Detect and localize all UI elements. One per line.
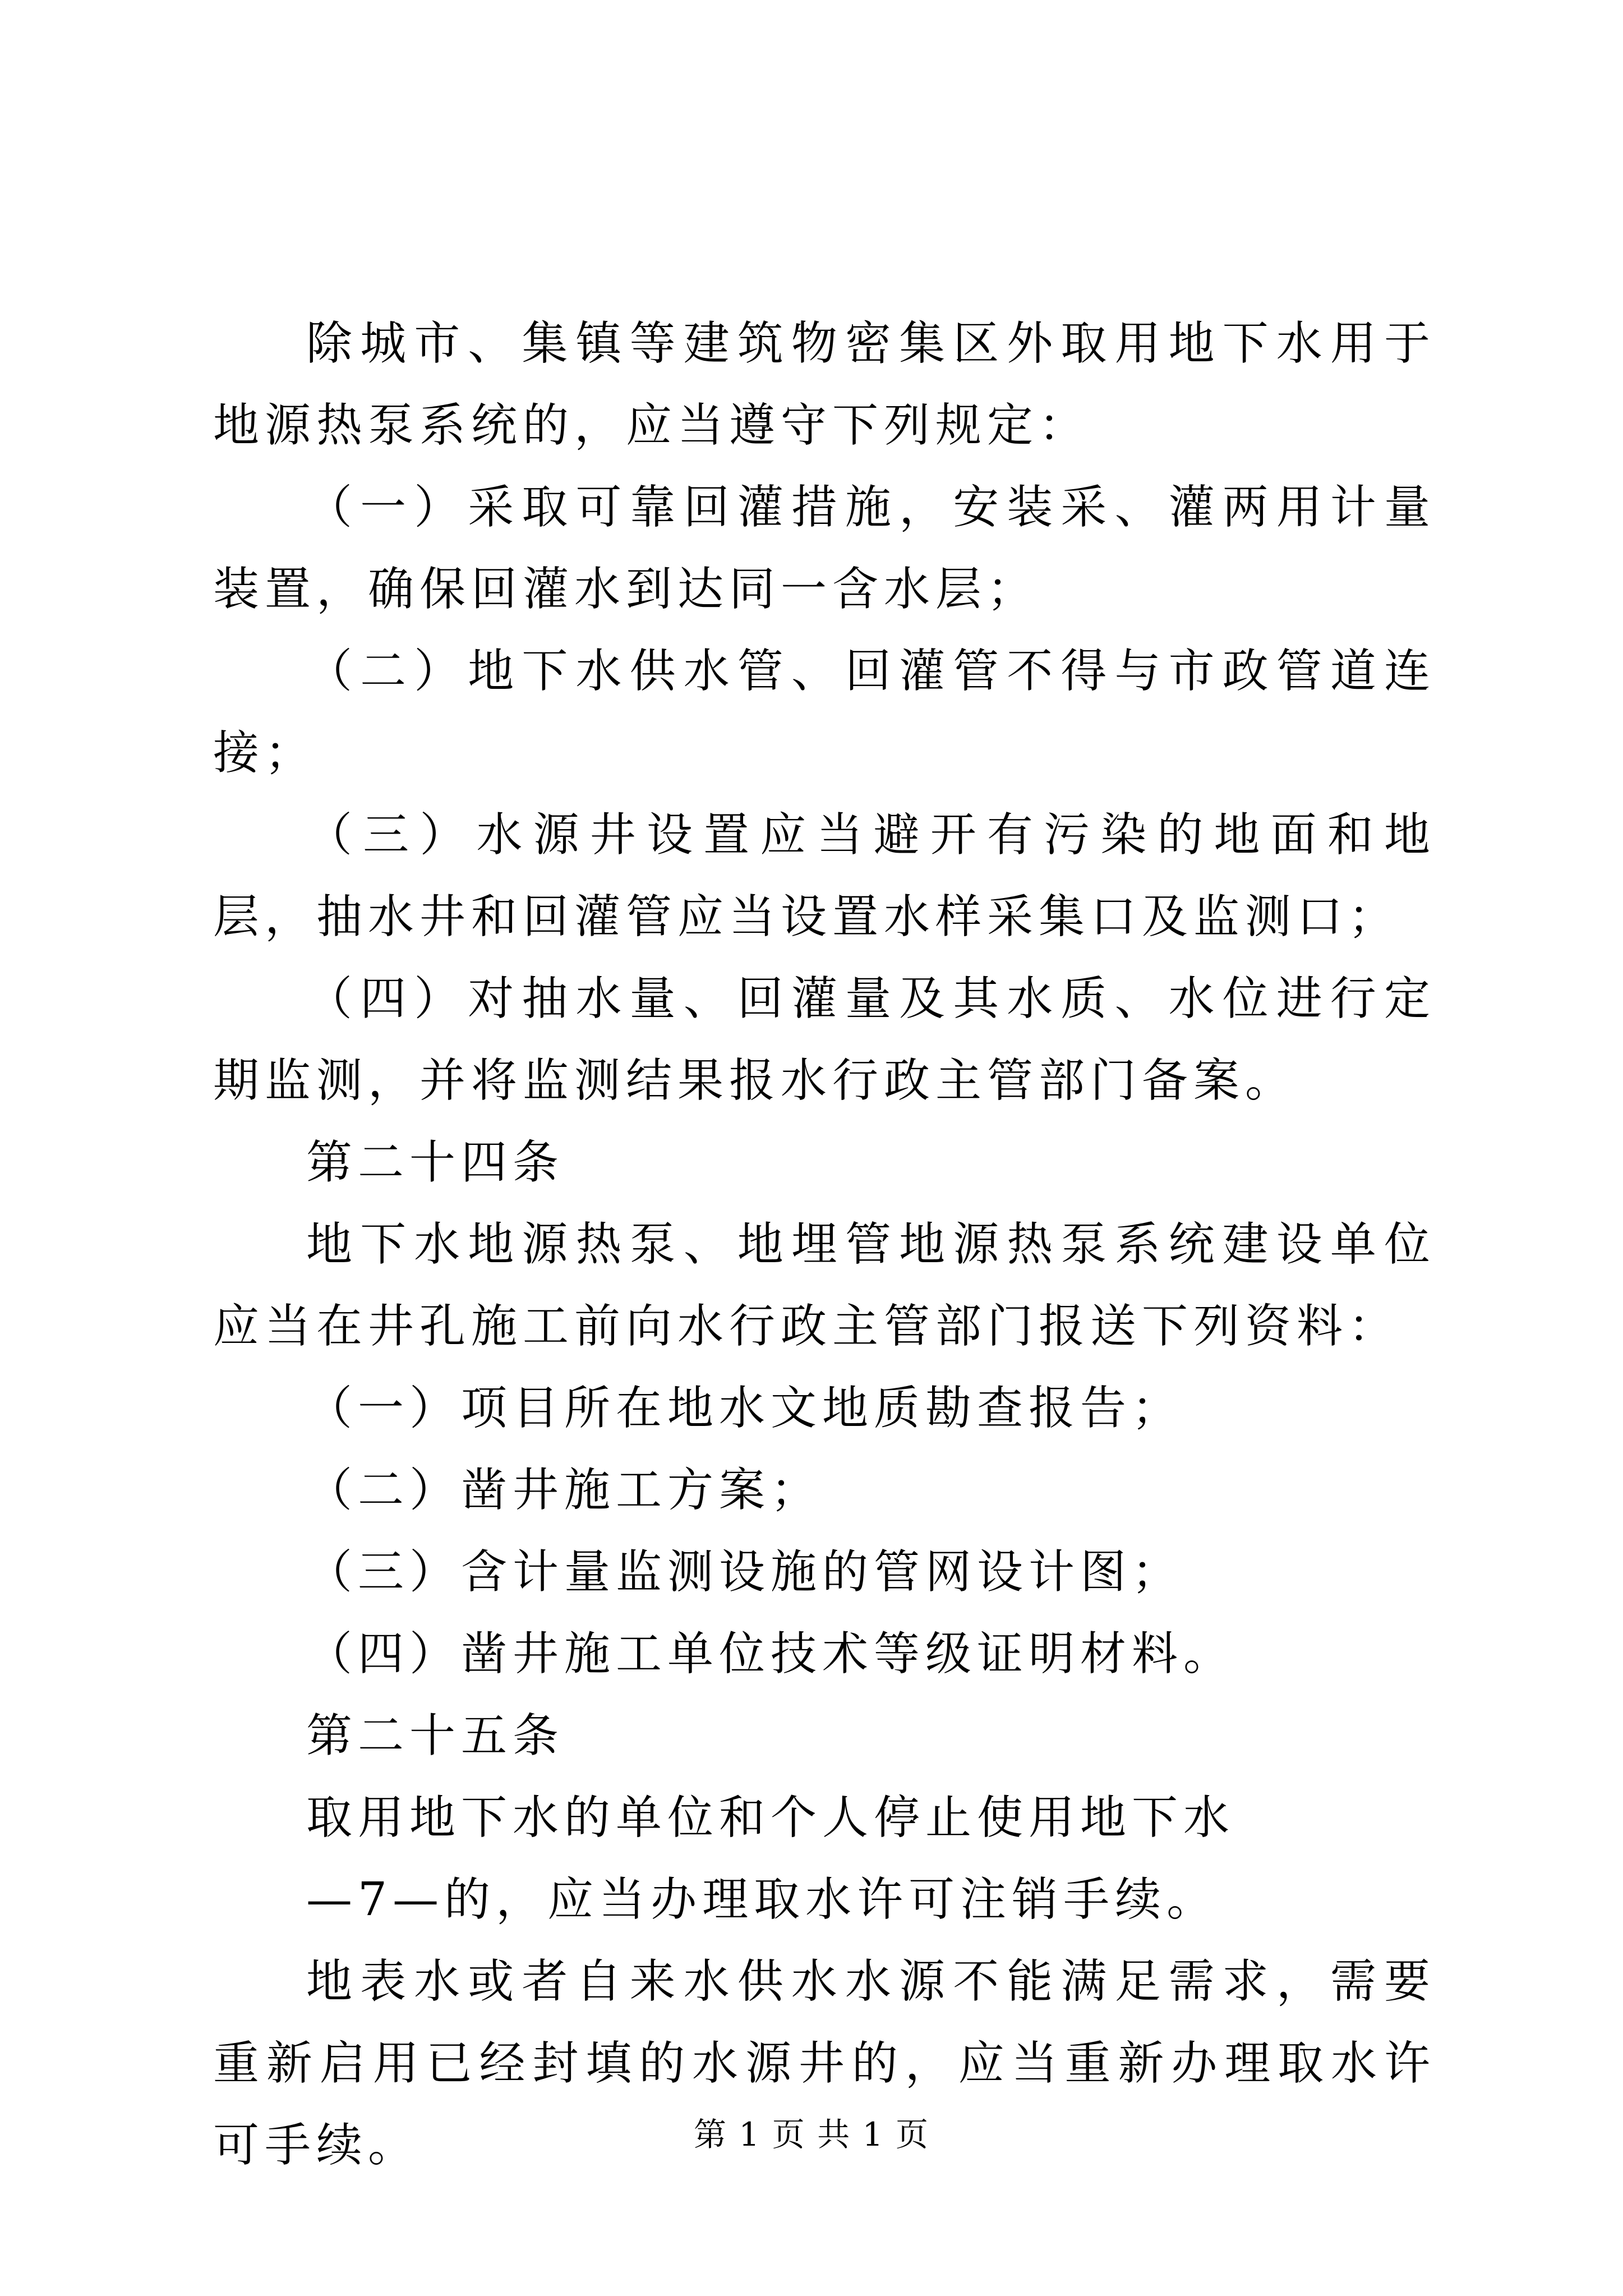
paragraph-article-24-item-2: （二）凿井施工方案；: [306, 1464, 823, 1517]
paragraph-article-24-item-4: （四）凿井施工单位技术等级证明材料。: [306, 1627, 1235, 1681]
paragraph-article-24-item-1: （一）项目所在地水文地质勘查报告；: [306, 1382, 1184, 1435]
document-body: [213, 303, 1436, 2187]
paragraph-article-25-final: 地表水或者自来水供水水源不能满足需求，需要重新启用已经封填的水源井的，应当重新办理取水许可手续。: [213, 1955, 1436, 2172]
article-heading-25: 第二十五条: [306, 1709, 565, 1763]
paragraph-item-3: （三）水源井设置应当避开有污染的地面和地层，抽水井和回灌管应当设置水样采集口及监测口；: [213, 808, 1436, 944]
page-footer: 第 1 页 共 1 页: [694, 2115, 929, 2154]
paragraph-article-25-line-2: —7—的，应当办理取水许可注销手续。: [306, 1873, 1219, 1926]
paragraph-item-1: （一）采取可靠回灌措施，安装采、灌两用计量装置，确保回灌水到达同一含水层；: [213, 481, 1436, 616]
paragraph-article-25-line-1: 取用地下水的单位和个人停止使用地下水: [306, 1791, 1235, 1844]
paragraph-intro: 除城市、集镇等建筑物密集区外取用地下水用于地源热泵系统的，应当遵守下列规定：: [213, 317, 1436, 452]
paragraph-item-2: （二）地下水供水管、回灌管不得与市政管道连接；: [213, 645, 1436, 780]
article-heading-24: 第二十四条: [306, 1136, 565, 1189]
paragraph-article-24-item-3: （三）含计量监测设施的管网设计图；: [306, 1545, 1184, 1599]
paragraph-article-24: 地下水地源热泵、地埋管地源热泵系统建设单位应当在井孔施工前向水行政主管部门报送下列资料：: [213, 1218, 1436, 1353]
paragraph-item-4: （四）对抽水量、回灌量及其水质、水位进行定期监测，并将监测结果报水行政主管部门备案。: [213, 972, 1436, 1107]
